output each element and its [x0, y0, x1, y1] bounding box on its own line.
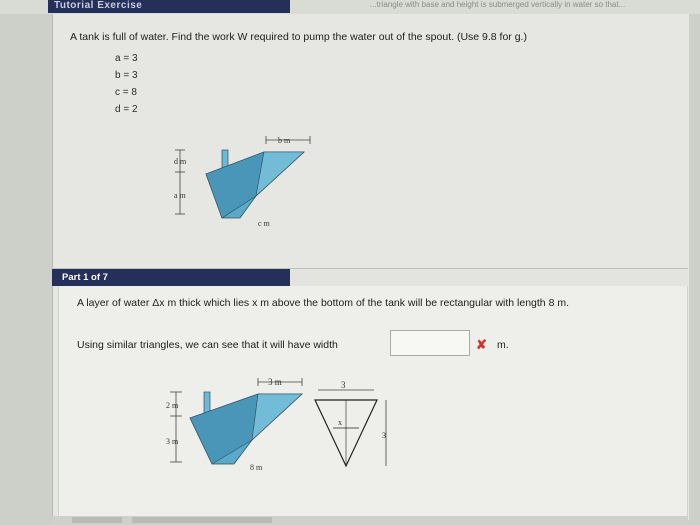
incorrect-x-icon: ✘	[476, 337, 487, 352]
triangle-diagram	[315, 380, 386, 466]
bottom-bar	[52, 516, 688, 525]
dim-top	[266, 136, 310, 145]
variable-a: a = 3	[115, 53, 138, 64]
width-prompt: Using similar triangles, we can see that it will have width	[77, 339, 338, 351]
triangle-top-label: 3	[341, 380, 346, 390]
question-text: A tank is full of water. Find the work W required to pump the water out of the spout. (Use 9.8 for g.)	[70, 31, 527, 43]
width-answer-input[interactable]	[390, 330, 470, 356]
tank-left-bottom-label: a m	[174, 191, 186, 200]
triangle-x-label: x	[338, 418, 342, 427]
layer-text: A layer of water Δx m thick which lies x m above the bottom of the tank will be rectangular with length 8 m.	[77, 297, 569, 309]
tank-left-top-label: d m	[174, 157, 187, 166]
tank2-bottom-label: 8 m	[250, 463, 263, 472]
width-unit: m.	[497, 339, 509, 351]
dim2-top	[258, 377, 302, 387]
dim-left	[174, 150, 187, 214]
tank-figure	[160, 130, 320, 230]
variable-list	[115, 50, 138, 118]
top-bar	[0, 0, 700, 14]
dim2-left	[166, 392, 182, 462]
part-label: Part 1 of 7	[62, 272, 108, 283]
header-hint: ...triangle with base and height is submerged vertically in water so that...	[370, 0, 626, 9]
tutorial-tab[interactable]	[48, 0, 290, 13]
variable-c: c = 8	[115, 87, 137, 98]
variable-d: d = 2	[115, 104, 138, 115]
bottom-button-left[interactable]	[72, 517, 122, 523]
tank2-left-bottom-label: 3 m	[166, 437, 179, 446]
part-label-box	[52, 269, 290, 286]
part-header	[52, 268, 688, 286]
tank-bottom-label: c m	[258, 219, 270, 228]
tank2-top-label: 3 m	[268, 377, 282, 387]
tank-figure-dimensions	[160, 370, 400, 480]
variable-b: b = 3	[115, 70, 138, 81]
tutorial-tab-label: Tutorial Exercise	[54, 0, 143, 11]
bottom-button-right[interactable]	[132, 517, 272, 523]
triangle-right-label: 3	[382, 431, 386, 440]
tank2-left-top-label: 2 m	[166, 401, 179, 410]
tank-top-label: b m	[278, 136, 291, 145]
